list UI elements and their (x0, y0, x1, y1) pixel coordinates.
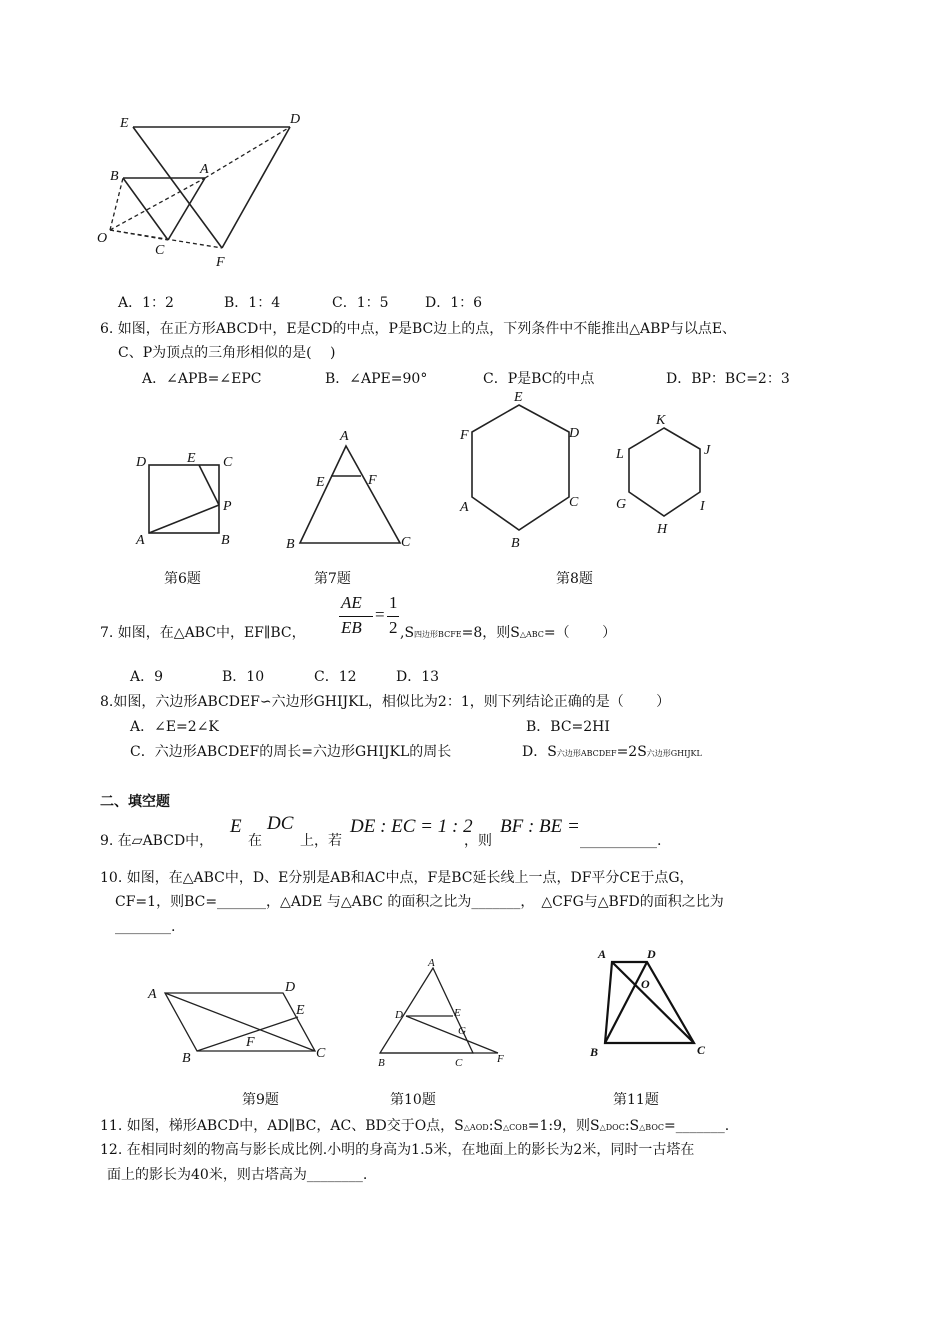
q7-sub1: 四边形BCFE (414, 630, 462, 639)
fig8-label-d: D (569, 426, 580, 441)
q5-option-c: C．1：5 (332, 295, 389, 311)
fig6-label-d: D (136, 455, 147, 470)
fig10-label-d: D (395, 1009, 403, 1021)
fig9-label-a: A (148, 987, 157, 1002)
q8-option-b: B．BC=2HI (526, 719, 610, 735)
q9-ratio: DE : EC = 1 : 2 (350, 816, 473, 837)
fig8-label-b: B (511, 536, 520, 551)
q7-option-b: B．10 (222, 669, 265, 685)
fig7-label-c: C (401, 535, 411, 550)
q9-e: E (230, 816, 242, 837)
q7-after: =8，则S (461, 625, 520, 641)
fig6-label-c: C (223, 455, 233, 470)
fig5-label-b: B (110, 169, 119, 184)
q8-option-c: C．六边形ABCDEF的周长=六边形GHIJKL的周长 (130, 744, 452, 760)
q6-option-c: C．P是BC的中点 (483, 371, 595, 387)
q6-line2: C、P为顶点的三角形相似的是( ) (118, 345, 336, 361)
fig8-label-f: F (460, 428, 469, 443)
q11-end: =_______. (664, 1118, 730, 1134)
q12-line2: 面上的影长为40米，则古塔高为________. (107, 1167, 368, 1183)
fig10-label-c: C (455, 1057, 463, 1069)
fig10-label-b: B (378, 1057, 385, 1069)
q12-line1: 12. 在相同时刻的物高与影长成比例.小明的身高为1.5米，在地面上的影长为2米，同时一古塔在 (100, 1142, 695, 1158)
fig8-label-h: H (657, 522, 668, 537)
fig8-label-j: J (704, 443, 711, 458)
q7-option-c: C．12 (314, 669, 357, 685)
q8-optd-sub1: 六边形ABCDEF (556, 749, 617, 758)
q10-line1: 10. 如图，在△ABC中，D、E分别是AB和AC中点，F是BC延长线上一点，DF平分CE于点G， (100, 870, 694, 886)
q7-option-a: A．9 (130, 669, 164, 685)
q7-eq: = (375, 605, 385, 624)
q11-pre: 11. 如图，梯形ABCD中，AD∥BC，AC、BD交于O点，S (100, 1118, 464, 1134)
q11-s2: △COB (503, 1123, 528, 1132)
q11-s3: △DOC (599, 1123, 625, 1132)
q8-optd-pre: D．S (522, 744, 557, 760)
fig5-label-o: O (97, 231, 108, 246)
fig6-label-e: E (187, 451, 196, 466)
fig10-label-f: F (497, 1053, 504, 1065)
fig10-label-a: A (428, 957, 435, 969)
q11-line (100, 1117, 729, 1137)
fig7-label-e: E (316, 475, 325, 490)
q10-line3: ________. (115, 919, 176, 935)
q9-blank: ___________. (580, 833, 662, 849)
figure-q11 (605, 962, 694, 1043)
fig8-label-g: G (616, 497, 627, 512)
q7-frac-num: AE (341, 593, 362, 612)
q8-line1: 8.如图，六边形ABCDEF∽六边形GHIJKL，相似比为2：1，则下列结论正确的是（ ） (100, 694, 671, 710)
q9-pre: 9. 在▱ABCD中， (100, 833, 214, 849)
q7-val-den: 2 (389, 618, 398, 637)
fig11-label-o: O (641, 977, 650, 991)
fig5-label-c: C (155, 243, 165, 258)
fig7-label-b: B (286, 537, 295, 552)
caption-q10: 第10题 (390, 1092, 436, 1108)
q7-sub2: △ABC (519, 630, 544, 639)
q7-prefix: 7. 如图，在△ABC中，EF∥BC， (100, 625, 306, 641)
caption-q11: 第11题 (613, 1092, 659, 1108)
q7-option-d: D．13 (396, 669, 440, 685)
fig9-label-e: E (296, 1003, 305, 1018)
fig9-label-b: B (182, 1051, 191, 1066)
fig8-label-k: K (656, 413, 666, 428)
fig11-label-a: A (598, 947, 607, 961)
fig9-label-f: F (246, 1035, 255, 1050)
fig5-label-e: E (120, 116, 129, 131)
fig6-label-a: A (136, 533, 145, 548)
q11-s4: △BOC (639, 1123, 664, 1132)
q9-zai: 在 (248, 833, 262, 849)
fig11-label-c: C (697, 1043, 706, 1057)
fig7-label-a: A (340, 429, 349, 444)
q6-line1: 6. 如图，在正方形ABCD中，E是CD的中点，P是BC边上的点，下列条件中不能推出△ABP与以点E、 (100, 321, 737, 337)
fig8-label-c: C (569, 495, 579, 510)
caption-q9: 第9题 (242, 1092, 279, 1108)
q11-mid: =1:9，则S (527, 1118, 600, 1134)
fig10-label-e: E (454, 1007, 461, 1019)
fig8-label-i: I (700, 499, 705, 514)
fig8-label-l: L (616, 447, 624, 462)
q8-optd-mid: =2S (616, 744, 647, 760)
fig5-label-a: A (200, 162, 209, 177)
q8-option-a: A．∠E=2∠K (130, 719, 219, 735)
fig7-label-f: F (368, 473, 377, 488)
q11-s1: △AOD (463, 1123, 489, 1132)
q10-line2: CF=1，则BC=_______，△ADE 与△ABC 的面积之比为_______， △CFG与△BFD的面积之比为 (115, 894, 724, 910)
fig5-label-f: F (216, 255, 225, 270)
q9-shang: 上，若 (300, 833, 342, 849)
figure-q9 (165, 993, 315, 1051)
fig10-label-g: G (458, 1025, 466, 1037)
fig9-label-c: C (316, 1046, 326, 1061)
fig8-label-a: A (460, 500, 469, 515)
q11-c1: :S (488, 1118, 503, 1134)
q5-option-a: A．1：2 (118, 295, 174, 311)
fig6-label-b: B (221, 533, 230, 548)
q7-frac-den: EB (341, 618, 362, 637)
section2-title: 二、填空题 (100, 794, 170, 810)
fig11-label-b: B (590, 1045, 599, 1059)
q5-option-b: B．1：4 (224, 295, 281, 311)
q6-option-b: B．∠APE=90° (325, 371, 428, 387)
fig8-label-e: E (514, 390, 523, 405)
q9-ze: ，则 (464, 833, 492, 849)
q7-end: =（ ） (543, 625, 617, 641)
caption-q6: 第6题 (164, 571, 201, 587)
fig6-label-p: P (223, 499, 232, 514)
q9-dc: DC (267, 813, 294, 834)
q7-mid: ,S (400, 625, 415, 641)
q7-val-num: 1 (389, 593, 398, 612)
fig9-label-d: D (285, 980, 296, 995)
fig5-label-d: D (290, 112, 301, 127)
q8-optd-sub2: 六边形GHIJKL (646, 749, 702, 758)
fig11-label-d: D (647, 947, 656, 961)
caption-q7: 第7题 (314, 571, 351, 587)
q11-c2: :S (624, 1118, 640, 1134)
caption-q8: 第8题 (556, 571, 593, 587)
q9-ask: BF : BE = (500, 816, 580, 837)
q5-option-d: D．1：6 (425, 295, 483, 311)
q6-option-a: A．∠APB=∠EPC (142, 371, 262, 387)
q6-option-d: D．BP：BC=2：3 (666, 371, 790, 387)
